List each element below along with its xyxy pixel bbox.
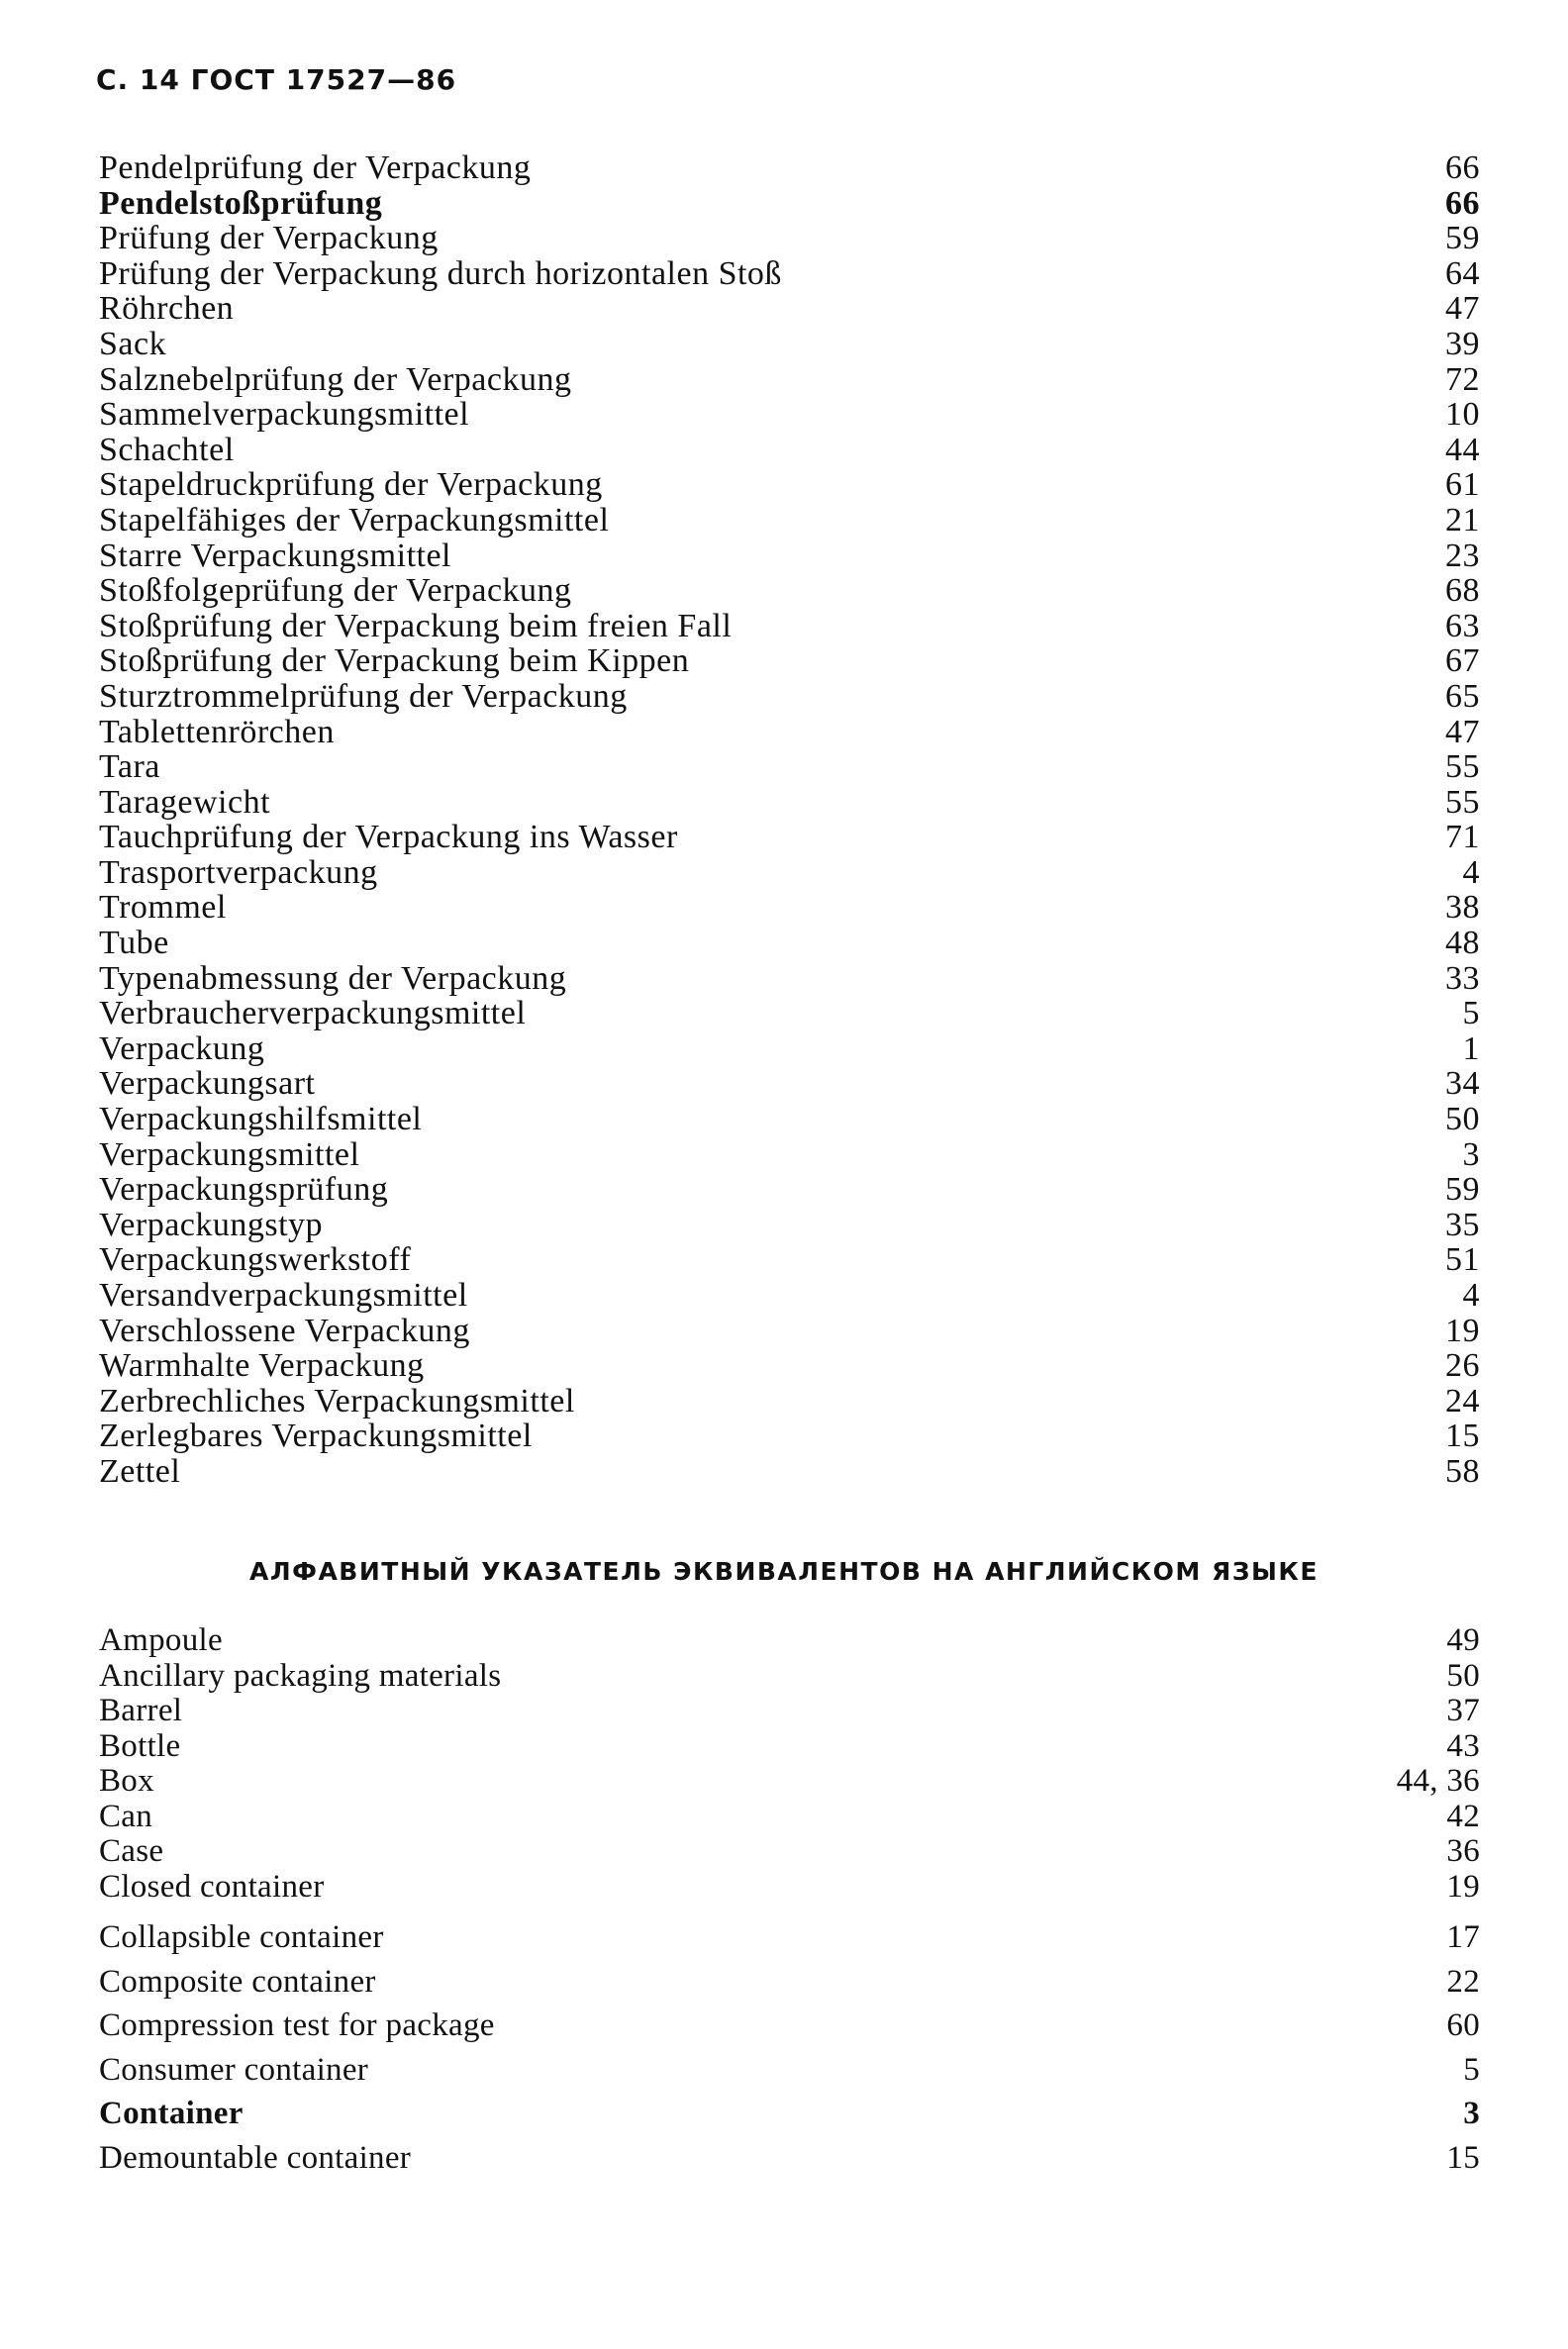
index-term: Tube	[99, 925, 169, 962]
index-term: Taragewicht	[99, 783, 271, 821]
index-entry	[99, 1623, 1480, 1659]
index-entry	[99, 1419, 1480, 1454]
index-term: Stapeldruckprüfung der Verpackung	[99, 466, 603, 504]
index-entry	[99, 256, 1480, 292]
index-page-number: 35	[1445, 1206, 1480, 1243]
index-term: Can	[99, 1798, 153, 1834]
index-entry	[99, 1348, 1480, 1384]
index-term: Röhrchen	[99, 290, 235, 328]
index-term: Zettel	[99, 1452, 181, 1490]
index-page-number: 50	[1445, 1101, 1480, 1138]
index-term: Verpackungsmittel	[99, 1135, 360, 1173]
index-term: Warmhalte Verpackung	[99, 1347, 425, 1385]
index-entry	[99, 1659, 1480, 1695]
index-page-number: 59	[1445, 1171, 1480, 1209]
index-entry	[99, 573, 1480, 609]
index-term: Tara	[99, 748, 160, 786]
index-entry	[99, 679, 1480, 715]
index-page-number: 38	[1445, 889, 1480, 927]
index-entry	[99, 186, 1480, 222]
index-entry	[99, 996, 1480, 1031]
index-entry	[99, 327, 1480, 362]
index-page-number: 4	[1462, 853, 1480, 891]
index-term: Verbraucherverpackungsmittel	[99, 995, 527, 1032]
index-page-number: 67	[1445, 642, 1480, 680]
index-term: Verpackungswerkstoff	[99, 1241, 412, 1279]
index-entry	[99, 1870, 1480, 1906]
index-entry	[99, 1066, 1480, 1102]
index-term: Collapsible container	[99, 1919, 384, 1955]
german-index-list	[99, 150, 1480, 1490]
index-page-number: 26	[1445, 1347, 1480, 1385]
index-term: Typenabmessung der Verpackung	[99, 959, 567, 997]
index-page-number: 44, 36	[1396, 1763, 1480, 1799]
index-entry	[99, 855, 1480, 891]
index-page-number: 51	[1445, 1241, 1480, 1279]
index-page-number: 5	[1462, 995, 1480, 1032]
index-entry	[99, 1454, 1480, 1490]
index-entry	[99, 1242, 1480, 1278]
index-term: Closed container	[99, 1868, 325, 1905]
index-page-number: 68	[1445, 572, 1480, 610]
index-page-number: 15	[1445, 1418, 1480, 1455]
index-page-number: 47	[1445, 290, 1480, 328]
index-page-number: 1	[1462, 1029, 1480, 1067]
index-term: Zerlegbares Verpackungsmittel	[99, 1418, 533, 1455]
index-page-number: 19	[1445, 1312, 1480, 1349]
index-page-number: 19	[1446, 1868, 1480, 1905]
index-term: Ampoule	[99, 1622, 223, 1658]
index-entry	[99, 291, 1480, 327]
index-term: Stoßprüfung der Verpackung beim Kippen	[99, 642, 690, 680]
index-term: Bottle	[99, 1727, 181, 1764]
index-page-number: 37	[1446, 1693, 1480, 1728]
index-page-number: 60	[1446, 2007, 1480, 2044]
index-page-number: 59	[1445, 220, 1480, 257]
index-page-number: 50	[1446, 1657, 1480, 1694]
index-entry	[99, 1800, 1480, 1835]
index-term: Trasportverpackung	[99, 853, 378, 891]
index-page-number: 47	[1445, 713, 1480, 750]
index-page-number: 66	[1445, 149, 1480, 186]
index-page-number: 65	[1445, 677, 1480, 715]
index-entry	[99, 1031, 1480, 1067]
index-page-number: 43	[1446, 1727, 1480, 1764]
index-entry	[99, 1384, 1480, 1419]
index-term: Sammelverpackungsmittel	[99, 396, 470, 434]
index-entry	[99, 150, 1480, 186]
english-index-list	[99, 1623, 1480, 1905]
index-term: Verpackungsart	[99, 1065, 316, 1103]
index-entry	[99, 1694, 1480, 1729]
index-page-number: 49	[1446, 1622, 1480, 1658]
index-page-number: 72	[1445, 360, 1480, 398]
index-term: Pendelprüfung der Verpackung	[99, 149, 532, 186]
index-page-number: 44	[1445, 431, 1480, 468]
index-term: Composite container	[99, 1963, 376, 2000]
index-entry	[99, 2136, 1480, 2181]
index-entry	[99, 2092, 1480, 2136]
index-entry	[99, 1960, 1480, 2005]
index-term: Verpackungsprüfung	[99, 1171, 389, 1209]
index-entry	[99, 715, 1480, 750]
index-entry	[99, 926, 1480, 961]
index-page-number: 71	[1445, 819, 1480, 856]
index-entry	[99, 890, 1480, 926]
index-term: Salznebelprüfung der Verpackung	[99, 360, 572, 398]
index-page-number: 24	[1445, 1382, 1480, 1419]
index-entry	[99, 467, 1480, 503]
index-page-number: 3	[1463, 2096, 1480, 2132]
index-term: Starre Verpackungsmittel	[99, 537, 452, 574]
index-term: Pendelstoßprüfung	[99, 184, 383, 222]
english-index-heading: АЛФАВИТНЫЙ УКАЗАТЕЛЬ ЭКВИВАЛЕНТОВ НА АНГЛИЙСКОМ ЯЗЫКЕ	[249, 1557, 1319, 1586]
index-entry	[99, 1729, 1480, 1765]
index-term: Tauchprüfung der Verpackung ins Wasser	[99, 819, 678, 856]
index-term: Compression test for package	[99, 2007, 495, 2044]
index-page-number: 22	[1446, 1963, 1480, 2000]
index-page-number: 55	[1445, 748, 1480, 786]
index-entry	[99, 2004, 1480, 2048]
index-term: Barrel	[99, 1693, 183, 1728]
index-term: Sturztrommelprüfung der Verpackung	[99, 677, 628, 715]
index-entry	[99, 749, 1480, 785]
index-entry	[99, 1834, 1480, 1870]
index-term: Demountable container	[99, 2139, 412, 2176]
index-page-number: 39	[1445, 325, 1480, 362]
index-page-number: 58	[1445, 1452, 1480, 1490]
index-page-number: 3	[1462, 1135, 1480, 1173]
index-entry	[99, 538, 1480, 574]
index-page-number: 17	[1446, 1919, 1480, 1955]
index-term: Tablettenrörchen	[99, 713, 335, 750]
index-page-number: 42	[1446, 1798, 1480, 1834]
index-term: Stapelfähiges der Verpackungsmittel	[99, 501, 610, 538]
page-header: С. 14 ГОСТ 17527—86	[96, 63, 457, 96]
index-entry	[99, 221, 1480, 256]
index-entry	[99, 643, 1480, 679]
index-page-number: 4	[1462, 1277, 1480, 1314]
index-term: Verpackung	[99, 1029, 265, 1067]
index-entry	[99, 397, 1480, 433]
index-term: Verpackungstyp	[99, 1206, 324, 1243]
index-entry	[99, 609, 1480, 644]
index-term: Consumer container	[99, 2051, 369, 2088]
index-entry	[99, 1137, 1480, 1173]
index-page-number: 23	[1445, 537, 1480, 574]
index-entry	[99, 362, 1480, 398]
index-entry	[99, 1915, 1480, 1960]
index-page-number: 21	[1445, 501, 1480, 538]
index-page-number: 66	[1445, 184, 1480, 222]
index-term: Box	[99, 1763, 154, 1799]
index-entry	[99, 785, 1480, 821]
index-term: Ancillary packaging materials	[99, 1657, 502, 1694]
index-term: Versandverpackungsmittel	[99, 1277, 468, 1314]
english-index-list-continued	[99, 1915, 1480, 2181]
index-term: Case	[99, 1833, 164, 1869]
index-page-number: 63	[1445, 607, 1480, 644]
index-entry	[99, 503, 1480, 538]
index-term: Verpackungshilfsmittel	[99, 1101, 423, 1138]
index-entry	[99, 961, 1480, 997]
index-term: Stoßfolgeprüfung der Verpackung	[99, 572, 572, 610]
index-term: Prüfung der Verpackung durch horizontalen Stoß	[99, 254, 782, 292]
index-term: Prüfung der Verpackung	[99, 220, 439, 257]
index-entry	[99, 2048, 1480, 2093]
index-term: Container	[99, 2096, 244, 2132]
index-page-number: 61	[1445, 466, 1480, 504]
index-page-number: 55	[1445, 783, 1480, 821]
index-entry	[99, 1102, 1480, 1137]
index-entry	[99, 433, 1480, 468]
index-entry	[99, 1314, 1480, 1349]
index-term: Sack	[99, 325, 167, 362]
index-page-number: 64	[1445, 254, 1480, 292]
index-page-number: 48	[1445, 925, 1480, 962]
index-term: Verschlossene Verpackung	[99, 1312, 470, 1349]
index-page-number: 34	[1445, 1065, 1480, 1103]
index-page-number: 36	[1446, 1833, 1480, 1869]
index-term: Schachtel	[99, 431, 235, 468]
index-page-number: 10	[1445, 396, 1480, 434]
index-entry	[99, 1278, 1480, 1314]
index-term: Trommel	[99, 889, 227, 927]
index-entry	[99, 1172, 1480, 1208]
index-entry	[99, 1764, 1480, 1800]
index-term: Zerbrechliches Verpackungsmittel	[99, 1382, 575, 1419]
index-entry	[99, 820, 1480, 855]
index-entry	[99, 1208, 1480, 1243]
index-page-number: 5	[1463, 2051, 1480, 2088]
index-term: Stoßprüfung der Verpackung beim freien Fall	[99, 607, 733, 644]
index-page-number: 33	[1445, 959, 1480, 997]
index-page-number: 15	[1446, 2139, 1480, 2176]
